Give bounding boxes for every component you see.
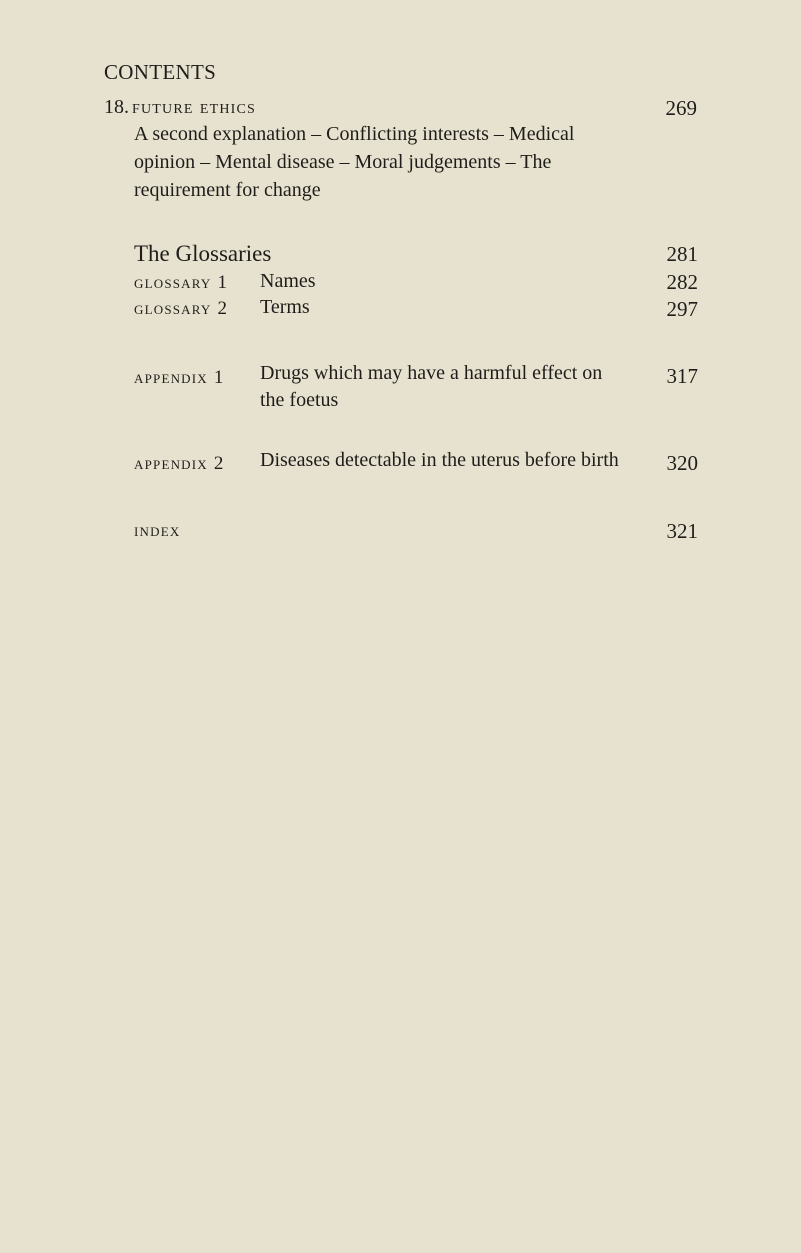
glossary-2-title: Terms	[260, 296, 310, 318]
glossaries-title: The Glossaries	[134, 241, 272, 266]
appendix-1-title: Drugs which may have a harmful effect on the foetus	[260, 362, 603, 411]
appendix-1-page: 317	[666, 364, 698, 388]
appendix-2-label: appendix 2	[134, 453, 225, 474]
appendix-2-page: 320	[666, 451, 698, 475]
glossary-1-title: Names	[260, 270, 316, 292]
glossary-1-label: glossary 1	[134, 272, 229, 293]
index-page: 321	[666, 519, 698, 543]
chapter-number: 18.	[104, 96, 129, 118]
chapter-description: A second explanation – Conflicting interests – Medical opinion – Mental disease – Moral judgements – The requirement for change	[134, 123, 575, 201]
glossary-2-page: 297	[666, 297, 698, 321]
chapter-page: 269	[665, 96, 697, 120]
glossaries-page: 281	[666, 242, 698, 266]
page-header: CONTENTS	[104, 60, 217, 84]
glossary-2-label: glossary 2	[134, 298, 229, 319]
glossary-1-page: 282	[666, 270, 698, 294]
appendix-2-title: Diseases detectable in the uterus before birth	[260, 449, 619, 471]
chapter-title: future ethics	[132, 96, 257, 118]
index-label: index	[134, 520, 181, 541]
appendix-1-label: appendix 1	[134, 367, 225, 388]
